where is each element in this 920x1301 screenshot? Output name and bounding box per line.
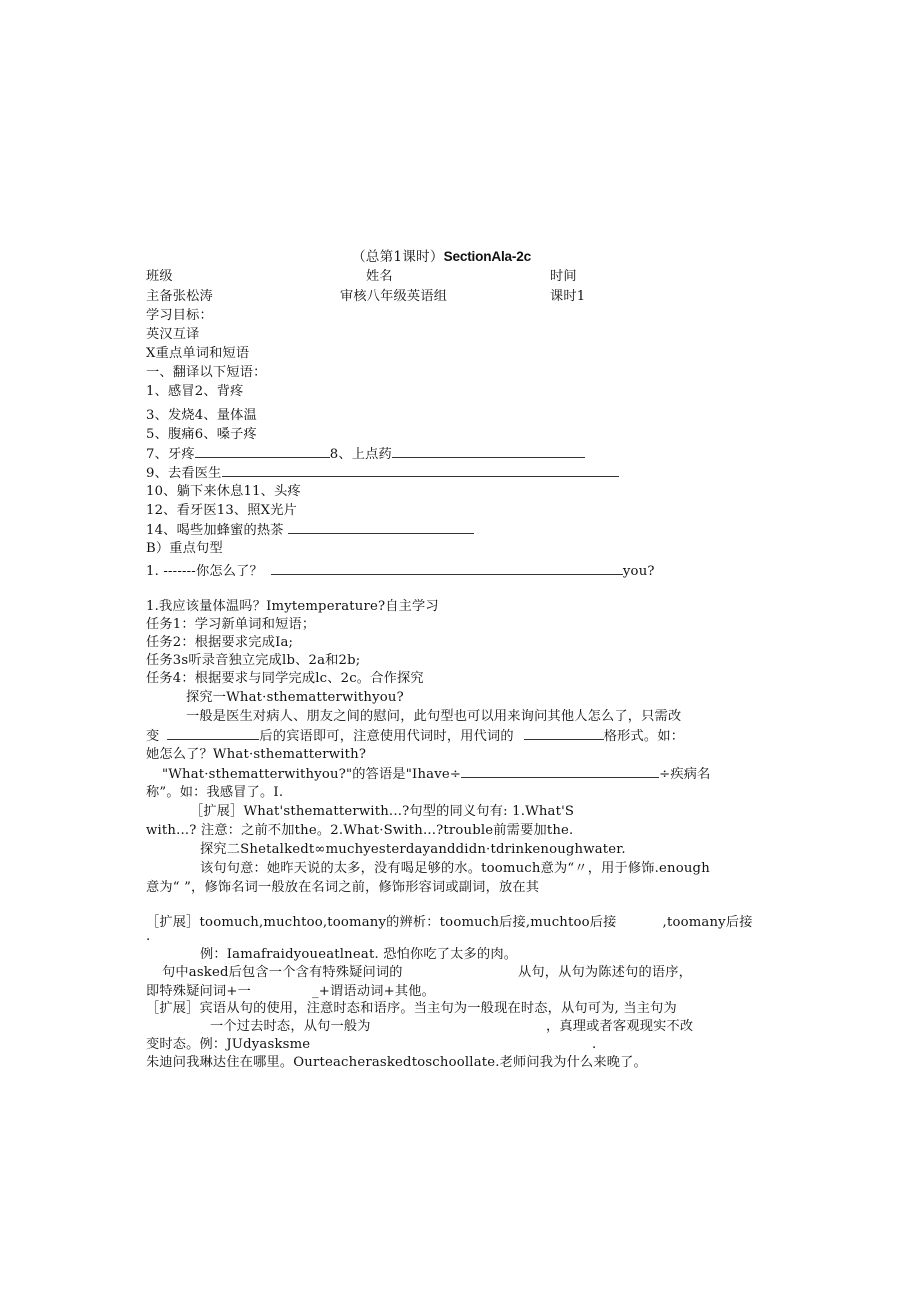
vocab-heading: X重点单词和短语 xyxy=(146,346,250,361)
answer-blank xyxy=(288,521,474,534)
extension-2-dot: . xyxy=(146,929,151,944)
extension-1: ［扩展］What'sthematterwith...?句型的同义句有: 1.What'S xyxy=(190,804,575,819)
extension-3: ［扩展］宾语从句的使用，注意时态和语序。当主句为一般现在时态，从句可为, 当主句为 xyxy=(146,1001,677,1016)
explore-1-line-3: 她怎么了？What·sthematterwith? xyxy=(146,747,367,762)
explore-1-line-2 xyxy=(146,727,684,746)
ext2-start: ［扩展］toomuch,muchtoo,toomany的辨析：toomuch后接,muchtoo后接 xyxy=(146,915,617,930)
page-title xyxy=(352,248,531,266)
answer-blank xyxy=(167,727,259,740)
explore-1-line-1: 一般是医生对病人、朋友之间的慰问，此句型也可以用来询问其他人怎么了，只需改 xyxy=(186,709,682,724)
example-1: 例：Iamafraidyoueatlneat. 恐怕你吃了太多的肉。 xyxy=(200,947,518,962)
e1-line4-start: "What·sthematterwithyou?"的答语是"Ihave÷ xyxy=(162,767,462,782)
explore-1-line-4 xyxy=(162,765,711,784)
extension-3-line-3a: 变时态。例：JUdyasksme xyxy=(146,1037,311,1052)
extension-2 xyxy=(146,914,753,932)
phrase-8-text: 8、上点药 xyxy=(329,447,392,462)
phrase-14-text: 14、喝些加蜂蜜的热茶 xyxy=(146,523,284,538)
phrase-9 xyxy=(146,464,619,483)
extension-3-line-2a: 一个过去时态，从句一般为 xyxy=(210,1019,371,1034)
clause-line-1a: 句中asked后包含一个含有特殊疑问词的 xyxy=(162,965,403,980)
phrase-12-13: 12、看牙医13、照X光片 xyxy=(146,503,298,518)
phrase-9-text: 9、去看医生 xyxy=(146,466,222,481)
last-line: 朱迪问我琳达住在哪里。Ourteacheraskedtoschoollate.老师问我为什么来晚了。 xyxy=(146,1055,647,1070)
clause-line-1b: 从句，从句为陈述句的语序， xyxy=(518,965,693,980)
answer-blank xyxy=(524,727,604,740)
name-label: 姓名 xyxy=(366,269,393,284)
answer-blank xyxy=(461,765,659,778)
task-2: 任务2：根据要求完成Ia; xyxy=(146,635,294,650)
answer-blank xyxy=(195,445,330,458)
explore-1-heading: 探究一What·sthematterwithyou? xyxy=(186,690,404,705)
e1-line4-end: ÷疾病名 xyxy=(659,767,711,782)
e1-line2-end: 格形式。如： xyxy=(603,729,685,744)
answer-blank xyxy=(271,562,623,575)
explore-2-heading: 探究二Shetalkedt∞muchyesterdayanddidn·tdrinkenoughwater. xyxy=(200,842,626,857)
phrase-1-2: 1、感冒2、背疼 xyxy=(146,384,244,399)
extension-3-line-3b: . xyxy=(592,1037,597,1052)
e1-line2-start: 变 xyxy=(146,729,160,744)
sentence-2: 1.我应该量体温吗？Imytemperature?自主学习 xyxy=(146,599,439,614)
explore-2-line-2: 意为“ ”，修饰名词一般放在名词之前，修饰形容词或副词，放在其 xyxy=(146,880,540,895)
sentence-1-text: 1. -------你怎么了？ xyxy=(146,564,263,579)
answer-blank xyxy=(392,445,585,458)
ext2-end: ,toomany后接 xyxy=(662,915,753,930)
explore-2-line-1: 该句句意：她昨天说的太多，没有喝足够的水。toomuch意为“〃，用于修饰.enough xyxy=(200,861,710,876)
sentence-1 xyxy=(146,562,655,581)
task-1: 任务1：学习新单词和短语； xyxy=(146,617,316,632)
author-text: 主备张松涛 xyxy=(146,289,213,304)
task-4: 任务4：根据要求与同学完成lc、2c。合作探究 xyxy=(146,671,424,686)
phrase-3-4: 3、发烧4、量体温 xyxy=(146,408,257,423)
phrase-10-11: 10、躺下来休息11、头疼 xyxy=(146,484,301,499)
phrase-5-6: 5、腹痛6、嗓子疼 xyxy=(146,427,257,442)
title-section: SectionAla-2c xyxy=(443,249,531,264)
phrase-7-text: 7、牙疼 xyxy=(146,447,195,462)
clause-line-2a: 即特殊疑问词+一 xyxy=(146,984,251,999)
phrase-7-8 xyxy=(146,445,585,464)
time-label: 时间 xyxy=(550,269,577,284)
reviewer-text: 审核八年级英语组 xyxy=(340,289,448,304)
task-3: 任务3s听录音独立完成lb、2a和2b; xyxy=(146,653,361,668)
class-label: 班级 xyxy=(146,269,173,284)
period-text: 课时1 xyxy=(550,289,586,304)
goals-heading: 学习目标： xyxy=(146,308,213,323)
e1-line2-mid: 后的宾语即可，注意使用代词时，用代词的 xyxy=(259,729,514,744)
translate-heading: 英汉互译 xyxy=(146,327,200,342)
phrases-intro: 一、翻译以下短语： xyxy=(146,365,267,380)
sentence-heading: B）重点句型 xyxy=(146,541,223,556)
extension-1-line-2: with...? 注意：之前不加the。2.What·Swith...?trouble前需要加the. xyxy=(146,823,574,838)
phrase-14 xyxy=(146,521,474,540)
extension-3-line-2b: ，真理或者客观现实不改 xyxy=(546,1019,694,1034)
clause-line-2b: _+谓语动词+其他。 xyxy=(312,984,436,999)
title-prefix: （总第1课时） xyxy=(352,249,444,265)
explore-1-line-5: 称”。如：我感冒了。I. xyxy=(146,785,284,800)
answer-blank xyxy=(222,464,619,477)
sentence-1-end: you? xyxy=(622,564,655,579)
